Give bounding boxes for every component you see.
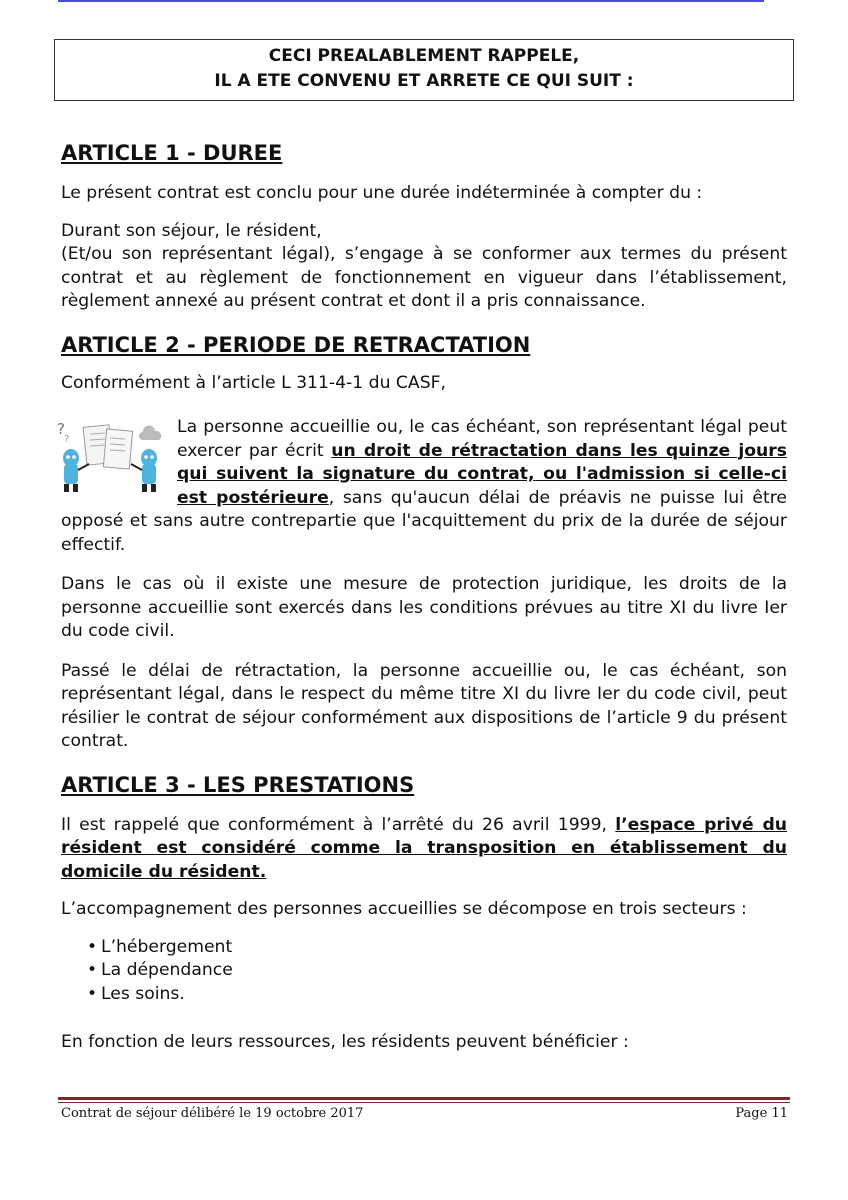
- article-1-paragraph-1: Le présent contrat est conclu pour une durée indéterminée à compter du :: [61, 183, 703, 203]
- article-3-paragraph-1: [61, 814, 787, 885]
- article-2-paragraph-4: Passé le délai de rétractation, la personne accueillie ou, le cas échéant, son représentant légal, dans le respect du même titre XI du livre Ier du code civil, peut résilier le contrat de séjour conformément aux dispositions de l’article 9 du présent contrat.: [61, 660, 787, 751]
- svg-text:?: ?: [57, 420, 65, 438]
- article-2-title: ARTICLE 2 - PERIODE DE RETRACTATION: [61, 332, 531, 357]
- footer-document-title: Contrat de séjour délibéré le 19 octobre 2017: [61, 1106, 364, 1121]
- sectors-list: [61, 936, 787, 1007]
- retractation-block: [57, 416, 787, 557]
- list-item: • L’hébergement: [101, 936, 787, 960]
- document-body: [57, 138, 788, 1055]
- footer-rule: [58, 1097, 790, 1100]
- article-3-paragraph-2: L’accompagnement des personnes accueillies se décompose en trois secteurs :: [61, 899, 747, 919]
- svg-text:?: ?: [64, 434, 70, 445]
- article-2-paragraph-3: Dans le cas où il existe une mesure de protection juridique, les droits de la personne accueillie sont exercés dans les conditions prévues au titre XI du livre Ier du code civil.: [61, 574, 787, 641]
- article-3-title: ARTICLE 3 - LES PRESTATIONS: [61, 772, 415, 797]
- page-footer: [61, 1106, 788, 1121]
- article-1-title: ARTICLE 1 - DUREE: [61, 141, 283, 165]
- page-number: Page 11: [735, 1106, 788, 1121]
- banner-line-1: CECI PREALABLEMENT RAPPELE,: [268, 46, 580, 66]
- retractation-text-start: La personne accueillie ou, le cas échéant, son représentant légal peut exercer par écrit: [177, 417, 787, 461]
- list-item: • La dépendance: [101, 959, 787, 983]
- agreement-banner: [54, 39, 794, 101]
- retractation-text-end: , sans qu'aucun délai de préavis ne puisse lui être opposé et sans autre contrepartie que l'acquittement du prix de la durée de séjour effectif.: [61, 487, 787, 555]
- list-item: • Les soins.: [101, 983, 787, 1007]
- article-1-paragraph-2-line1: Durant son séjour, le résident,: [61, 220, 322, 241]
- contract-illustration-icon: [55, 418, 165, 498]
- footer-rule-thin: [58, 1102, 790, 1103]
- retractation-right-emphasis: un droit de rétractation dans les quinze jours qui suivent la signature du contrat, ou l'admission si celle-ci est postérieure: [177, 440, 787, 508]
- top-rule: [58, 0, 764, 2]
- article-2-paragraph-2: [61, 416, 787, 557]
- article-3-paragraph-3: En fonction de leurs ressources, les résidents peuvent bénéficier :: [61, 1032, 629, 1052]
- prestations-text-start: Il est rappelé que conformément à l’arrêté du 26 avril 1999,: [61, 814, 616, 835]
- banner-line-2: IL A ETE CONVENU ET ARRETE CE QUI SUIT :: [214, 71, 634, 91]
- private-space-emphasis: l’espace privé du résident est considéré comme la transposition en établissement du domicile du résident.: [61, 814, 788, 882]
- article-1-paragraph-2: (Et/ou son représentant légal), s’engage à se conformer aux termes du présent contrat et au règlement de fonctionnement en vigueur dans l’établissement, règlement annexé au présent contrat et dont il a pris connaissance.: [61, 244, 787, 311]
- article-2-paragraph-1: Conformément à l’article L 311-4-1 du CASF,: [61, 372, 446, 393]
